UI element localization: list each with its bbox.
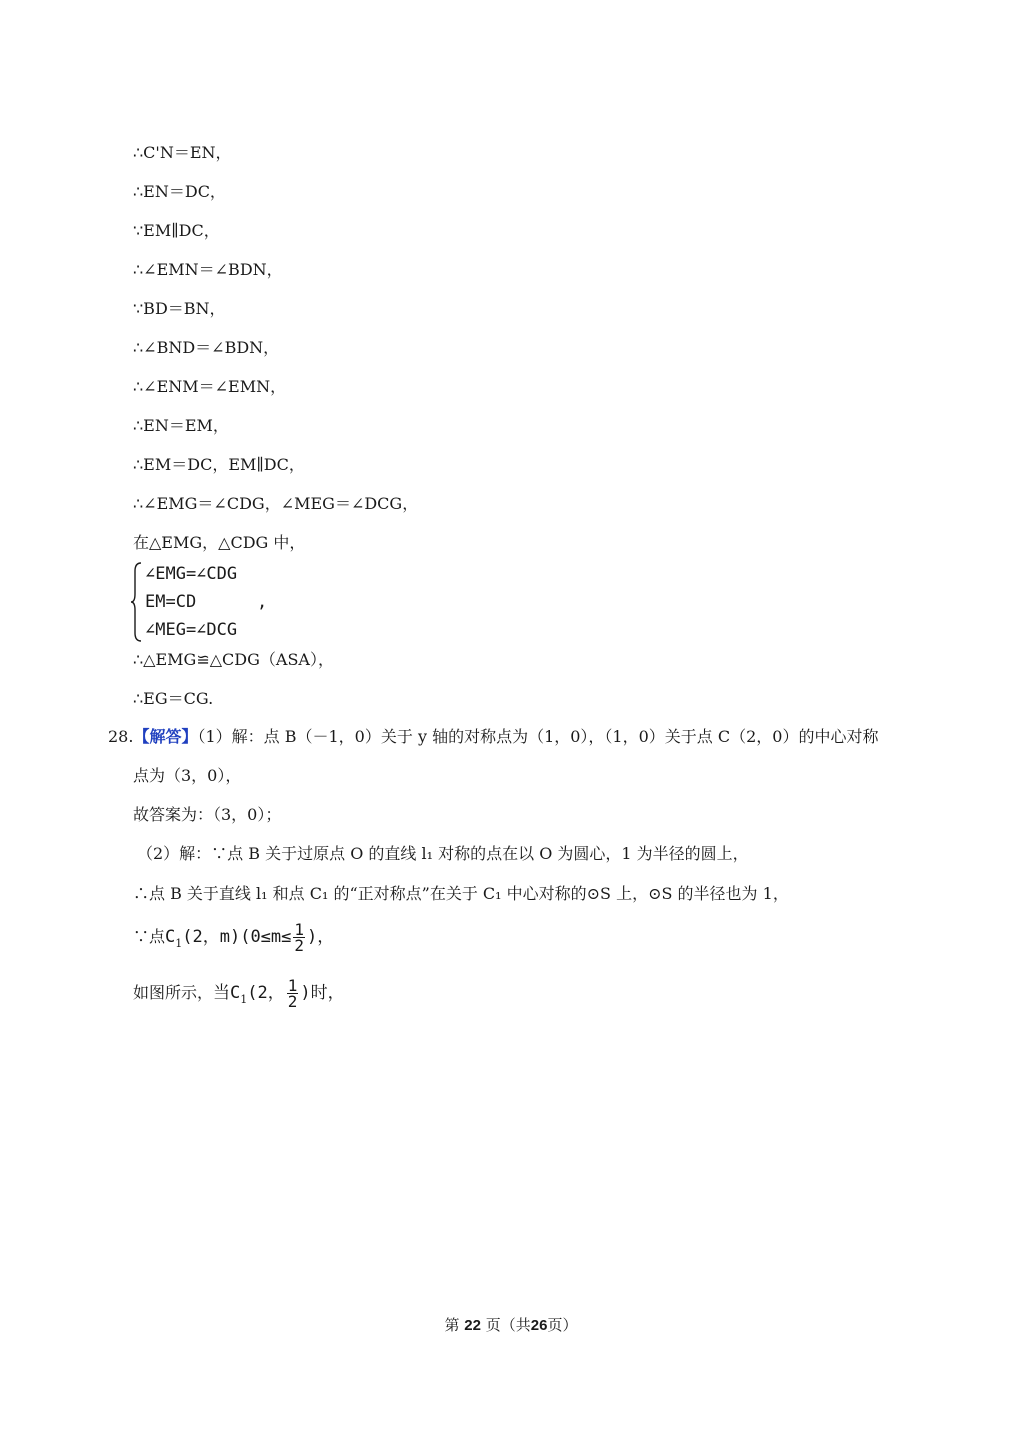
line7-prefix: 如图所示，	[133, 983, 214, 1002]
c1-subscript: 1	[175, 937, 183, 950]
footer-post: 页）	[547, 1316, 578, 1334]
proof-conclusion-1: ∴△EMG≌△CDG（ASA），	[133, 650, 334, 669]
question-28-line-6	[133, 922, 334, 955]
proof-step-6: ∴∠BND＝∠BDN，	[133, 338, 280, 357]
proof-step-4: ∴∠EMN＝∠BDN，	[133, 260, 283, 279]
proof-conclusion-2: ∴EG＝CG.	[133, 689, 214, 708]
fraction-half	[287, 978, 299, 1009]
question-28-line-4: （2）解：∵点 B 关于过原点 O 的直线 l₁ 对称的点在以 O 为圆心，1 为半径的圆上，	[137, 844, 749, 863]
question-28-line-7	[133, 978, 345, 1011]
system-row-2: EM=CD	[145, 592, 197, 612]
question-28-line-5: ∴点 B 关于直线 l₁ 和点 C₁ 的“正对称点”在关于 C₁ 中心对称的⊙S 上，⊙S 的半径也为 1，	[133, 884, 789, 903]
page-number: 22	[464, 1317, 481, 1334]
proof-step-11: 在△EMG，△CDG 中，	[133, 533, 306, 552]
system-row-1: ∠EMG=∠CDG	[145, 564, 238, 584]
footer-mid: 页（共	[485, 1316, 531, 1334]
question-28-line-1	[108, 726, 878, 748]
line6-prefix: ∵点	[133, 927, 166, 946]
equation-system	[131, 561, 291, 643]
proof-step-1: ∴C'N＝EN，	[133, 143, 232, 162]
question-28-text-1: （1）解：点 B（－1，0）关于 y 轴的对称点为（1，0），（1，0）关于点 C（2，0）的中心对称	[197, 727, 879, 746]
c1-symbol: C	[230, 983, 241, 1003]
proof-step-8: ∴EN＝EM，	[133, 416, 229, 435]
system-comma: ,	[257, 592, 268, 612]
line7-mid: (2，	[247, 983, 285, 1003]
line7-dang: 当	[213, 983, 231, 1003]
page-footer	[0, 1314, 1022, 1335]
proof-step-5: ∵BD＝BN，	[133, 299, 226, 318]
fraction-denominator: 2	[294, 936, 305, 955]
c1-subscript: 1	[240, 993, 248, 1006]
line6-end: )，	[307, 927, 335, 947]
footer-pre: 第	[444, 1316, 460, 1334]
c1-symbol: C	[165, 927, 176, 947]
fraction-denominator: 2	[287, 992, 298, 1011]
fraction-numerator: 1	[294, 920, 305, 939]
proof-step-7: ∴∠ENM＝∠EMN，	[133, 377, 287, 396]
proof-step-3: ∵EM∥DC，	[133, 221, 220, 240]
proof-step-9: ∴EM＝DC，EM∥DC，	[133, 455, 305, 474]
left-brace	[131, 561, 143, 643]
fraction-half	[293, 922, 305, 953]
proof-step-10: ∴∠EMG＝∠CDG，∠MEG＝∠DCG，	[133, 494, 419, 513]
question-28-line-3: 故答案为：（3，0）；	[133, 805, 282, 824]
line7-end: )时，	[300, 983, 345, 1003]
answer-tag: 【解答】	[133, 727, 198, 746]
line6-mid: (2，m)(0≤m≤	[182, 927, 292, 947]
fraction-numerator: 1	[287, 976, 298, 995]
question-28-line-2: 点为（3，0），	[133, 766, 242, 785]
page-total: 26	[530, 1317, 548, 1334]
proof-step-2: ∴EN＝DC，	[133, 182, 226, 201]
question-number: 28.	[108, 727, 134, 746]
system-row-3: ∠MEG=∠DCG	[145, 620, 238, 640]
